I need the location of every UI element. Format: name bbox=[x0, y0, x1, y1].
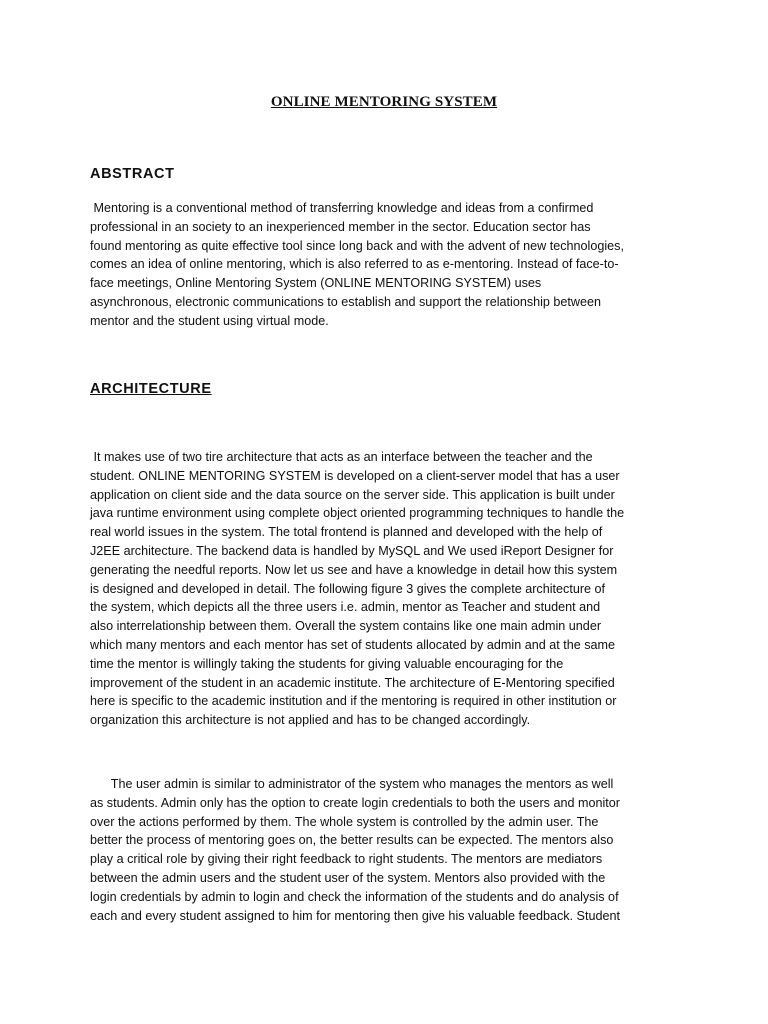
abstract-paragraph: Mentoring is a conventional method of transferring knowledge and ideas from a confirmed professional in an society to an inexperienced member in the sector. Education sector has found mentoring as quite effective tool since long back and with the advent of new technologies, comes an idea of online mentoring, which is also referred to as e-mentoring. Instead of face-to- face meetings, Online Mentoring System (ONLINE MENTORING SYSTEM) uses asynchronous, electronic communications to establish and support the relationship between mentor and the student using virtual mode. bbox=[90, 201, 624, 328]
architecture-paragraph-2: The user admin is similar to administrator of the system who manages the mentors as well as students. Admin only has the option to create login credentials to both the users and monitor over the actions performed by them. The whole system is controlled by the admin user. The better the process of mentoring goes on, the better results can be expected. The mentors also play a critical role by giving their right feedback to right students. The mentors are mediators between the admin users and the student user of the system. Mentors also provided with the login credentials by admin to login and check the information of the students and do analysis of each and every student assigned to him for mentoring then give his valuable feedback. Student bbox=[90, 777, 620, 923]
architecture-heading: ARCHITECTURE bbox=[90, 381, 212, 397]
architecture-paragraph-1: It makes use of two tire architecture that acts as an interface between the teacher and the student. ONLINE MENTORING SYSTEM is developed on a client-server model that has a user application on client side and the data source on the server side. This application is built under java runtime environment using complete object oriented programming techniques to handle the real world issues in the system. The total frontend is planned and developed with the help of J2EE architecture. The backend data is handled by MySQL and We used iReport Designer for generating the needful reports. Now let us see and have a knowledge in detail how this system is designed and developed in detail. The following figure 3 gives the complete architecture of the system, which depicts all the three users i.e. admin, mentor as Teacher and student and also interrelationship between them. Overall the system contains like one main admin under which many mentors and each mentor has set of students allocated by admin and at the same time the mentor is willingly taking the students for giving valuable encouraging for the improvement of the student in an academic institute. The architecture of E-Mentoring specified here is specific to the academic institution and if the mentoring is required in other institution or organization this architecture is not applied and has to be changed accordingly. bbox=[90, 450, 625, 728]
abstract-heading: ABSTRACT bbox=[90, 166, 175, 182]
document-title: ONLINE MENTORING SYSTEM bbox=[270, 94, 498, 110]
